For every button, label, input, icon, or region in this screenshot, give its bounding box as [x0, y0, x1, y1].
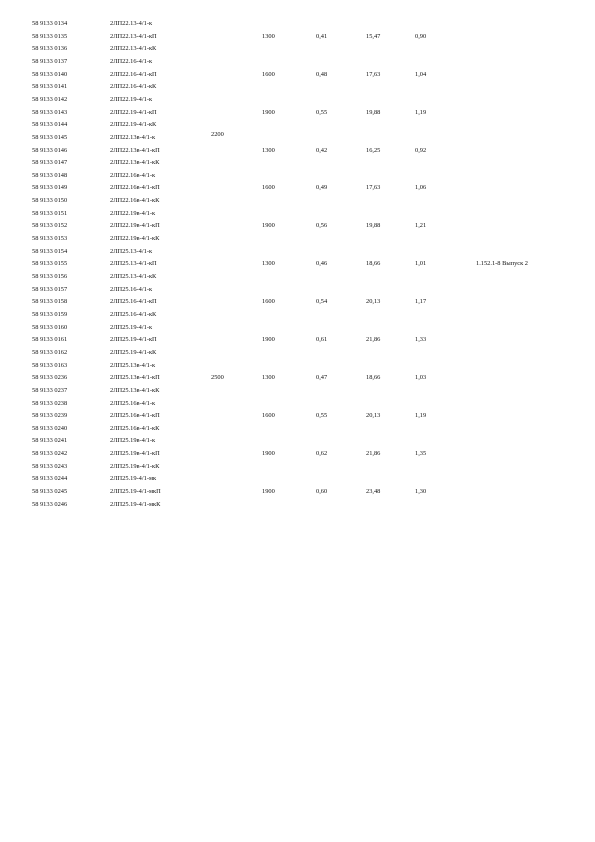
- product-mark-cell: 2ЛП22.16-4/1-кП: [110, 70, 157, 78]
- product-code-cell: 58 9133 0245: [32, 488, 68, 496]
- product-mark-cell: 2ЛП25.13-4/1-к: [110, 247, 153, 255]
- height-cell: 1300: [262, 260, 275, 268]
- height-cell: 1300: [262, 32, 275, 40]
- product-mark-cell: 2ЛП22.16в-4/1-кП: [110, 184, 160, 192]
- product-mark-cell: 2ЛП25.16-4/1-кП: [110, 298, 157, 306]
- product-mark-cell: 2ЛП25.19-4/1-мкК: [110, 500, 161, 508]
- product-code-cell: 58 9133 0151: [32, 209, 68, 217]
- height-cell: 1600: [262, 70, 275, 78]
- product-code-cell: 58 9133 0163: [32, 361, 68, 369]
- product-code-cell: 58 9133 0134: [32, 20, 68, 27]
- product-code-cell: 58 9133 0160: [32, 323, 68, 331]
- value-cell: 1,06: [415, 184, 427, 192]
- weight-cell: 21,86: [366, 336, 381, 344]
- volume-cell: 0,54: [316, 298, 328, 306]
- product-mark-cell: 2ЛП25.19-4/1-кК: [110, 348, 157, 356]
- product-mark-cell: 2ЛП22.13-4/1-кП: [110, 32, 157, 40]
- value-cell: 1,17: [415, 298, 427, 306]
- volume-cell: 0,62: [316, 450, 328, 458]
- height-cell: 1900: [262, 108, 275, 116]
- product-mark-cell: 2ЛП25.16в-4/1-кК: [110, 424, 160, 432]
- product-code-cell: 58 9133 0158: [32, 298, 68, 306]
- value-cell: 1,03: [415, 374, 427, 382]
- product-mark-cell: 2ЛП22.16в-4/1-к: [110, 171, 156, 179]
- weight-cell: 20,13: [366, 412, 381, 420]
- product-mark-cell: 2ЛП22.19-4/1-кП: [110, 108, 157, 116]
- product-mark-cell: 2ЛП25.19в-4/1-кП: [110, 450, 160, 458]
- product-mark-cell: 2ЛП25.16в-4/1-кП: [110, 412, 160, 420]
- product-mark-cell: 2ЛП25.13-4/1-кП: [110, 260, 157, 268]
- product-code-cell: 58 9133 0140: [32, 70, 68, 78]
- height-cell: 1900: [262, 336, 275, 344]
- product-mark-cell: 2ЛП25.19-4/1-к: [110, 323, 153, 331]
- product-mark-cell: 2ЛП25.13-4/1-кК: [110, 273, 157, 280]
- product-mark-cell: 2ЛП25.19в-4/1-кК: [110, 462, 160, 470]
- weight-cell: 15,47: [366, 32, 381, 40]
- weight-cell: 19,88: [366, 222, 381, 230]
- value-cell: 1,33: [415, 336, 427, 344]
- product-mark-cell: 2ЛП25.19-4/1-мк: [110, 475, 157, 483]
- product-mark-cell: 2ЛП25.13в-4/1-кК: [110, 386, 160, 394]
- volume-cell: 0,48: [316, 70, 328, 78]
- product-code-cell: 58 9133 0162: [32, 348, 68, 356]
- volume-cell: 0,41: [316, 32, 328, 40]
- product-code-cell: 58 9133 0156: [32, 273, 68, 280]
- volume-cell: 0,49: [316, 184, 328, 192]
- weight-cell: 17,63: [366, 184, 381, 192]
- product-mark-cell: 2ЛП25.13в-4/1-кП: [110, 374, 160, 382]
- value-cell: 1,19: [415, 108, 427, 116]
- merged-length-cell: 2200: [211, 131, 224, 138]
- product-mark-cell: 2ЛП25.19-4/1-мкП: [110, 488, 161, 496]
- volume-cell: 0,56: [316, 222, 328, 230]
- weight-cell: 16,25: [366, 146, 381, 154]
- product-mark-cell: 2ЛП22.19в-4/1-к: [110, 209, 156, 217]
- height-cell: 1600: [262, 298, 275, 306]
- product-code-cell: 58 9133 0242: [32, 450, 68, 458]
- product-mark-cell: 2ЛП25.19в-4/1-к: [110, 437, 156, 445]
- value-cell: 1,21: [415, 222, 427, 230]
- product-code-cell: 58 9133 0148: [32, 171, 68, 179]
- product-code-cell: 58 9133 0153: [32, 235, 68, 243]
- height-cell: 1900: [262, 450, 275, 458]
- product-code-cell: 58 9133 0154: [32, 247, 68, 255]
- product-code-cell: 58 9133 0157: [32, 285, 68, 293]
- height-cell: 1300: [262, 374, 275, 382]
- product-mark-cell: 2ЛП22.13-4/1-кК: [110, 45, 157, 53]
- note-cell: 1.152.1-8 Выпуск 2: [476, 260, 528, 268]
- product-code-cell: 58 9133 0137: [32, 57, 68, 65]
- product-mark-cell: 2ЛП25.13в-4/1-к: [110, 361, 156, 369]
- weight-cell: 20,13: [366, 298, 381, 306]
- product-code-cell: 58 9133 0144: [32, 121, 68, 129]
- product-mark-cell: 2ЛП22.19-4/1-к: [110, 95, 153, 103]
- length-cell: 2500: [211, 374, 224, 382]
- product-mark-cell: 2ЛП25.16в-4/1-к: [110, 399, 156, 407]
- product-code-cell: 58 9133 0149: [32, 184, 68, 192]
- value-cell: 1,04: [415, 70, 427, 78]
- product-code-cell: 58 9133 0147: [32, 159, 68, 167]
- product-mark-cell: 2ЛП25.16-4/1-кК: [110, 310, 157, 318]
- value-cell: 1,30: [415, 488, 427, 496]
- weight-cell: 18,66: [366, 374, 381, 382]
- product-code-cell: 58 9133 0155: [32, 260, 68, 268]
- weight-cell: 19,88: [366, 108, 381, 116]
- product-code-cell: 58 9133 0244: [32, 475, 68, 483]
- height-cell: 1300: [262, 146, 275, 154]
- value-cell: 0,92: [415, 146, 427, 154]
- product-code-cell: 58 9133 0240: [32, 424, 68, 432]
- product-code-cell: 58 9133 0161: [32, 336, 68, 344]
- height-cell: 1600: [262, 412, 275, 420]
- product-code-cell: 58 9133 0145: [32, 133, 68, 141]
- product-mark-cell: 2ЛП22.13в-4/1-кК: [110, 159, 160, 167]
- product-code-cell: 58 9133 0241: [32, 437, 68, 445]
- product-code-cell: 58 9133 0136: [32, 45, 68, 53]
- product-code-cell: 58 9133 0150: [32, 197, 68, 205]
- value-cell: 1,19: [415, 412, 427, 420]
- product-mark-cell: 2ЛП22.13-4/1-к: [110, 20, 153, 27]
- product-mark-cell: 2ЛП25.19-4/1-кП: [110, 336, 157, 344]
- value-cell: 1,01: [415, 260, 427, 268]
- product-mark-cell: 2ЛП22.13в-4/1-к: [110, 133, 156, 141]
- height-cell: 1600: [262, 184, 275, 192]
- volume-cell: 0,42: [316, 146, 328, 154]
- product-code-cell: 58 9133 0236: [32, 374, 68, 382]
- product-mark-cell: 2ЛП22.16-4/1-к: [110, 57, 153, 65]
- volume-cell: 0,55: [316, 108, 328, 116]
- product-code-cell: 58 9133 0141: [32, 83, 68, 91]
- volume-cell: 0,61: [316, 336, 328, 344]
- product-code-cell: 58 9133 0142: [32, 95, 68, 103]
- weight-cell: 23,48: [366, 488, 381, 496]
- product-code-cell: 58 9133 0237: [32, 386, 68, 394]
- product-code-cell: 58 9133 0152: [32, 222, 68, 230]
- product-code-cell: 58 9133 0143: [32, 108, 68, 116]
- height-cell: 1900: [262, 222, 275, 230]
- product-code-cell: 58 9133 0246: [32, 500, 68, 508]
- product-mark-cell: 2ЛП22.16в-4/1-кК: [110, 197, 160, 205]
- weight-cell: 17,63: [366, 70, 381, 78]
- product-mark-cell: 2ЛП22.19в-4/1-кП: [110, 222, 160, 230]
- product-code-cell: 58 9133 0146: [32, 146, 68, 154]
- product-mark-cell: 2ЛП22.13в-4/1-кП: [110, 146, 160, 154]
- value-cell: 1,35: [415, 450, 427, 458]
- value-cell: 0,90: [415, 32, 427, 40]
- product-code-cell: 58 9133 0243: [32, 462, 68, 470]
- volume-cell: 0,46: [316, 260, 328, 268]
- weight-cell: 21,86: [366, 450, 381, 458]
- height-cell: 1900: [262, 488, 275, 496]
- product-mark-cell: 2ЛП25.16-4/1-к: [110, 285, 153, 293]
- product-code-cell: 58 9133 0239: [32, 412, 68, 420]
- weight-cell: 18,66: [366, 260, 381, 268]
- volume-cell: 0,60: [316, 488, 328, 496]
- product-code-cell: 58 9133 0238: [32, 399, 68, 407]
- product-mark-cell: 2ЛП22.19-4/1-кК: [110, 121, 157, 129]
- volume-cell: 0,47: [316, 374, 328, 382]
- product-code-cell: 58 9133 0135: [32, 32, 68, 40]
- product-mark-cell: 2ЛП22.19в-4/1-кК: [110, 235, 160, 243]
- product-mark-cell: 2ЛП22.16-4/1-кК: [110, 83, 157, 91]
- volume-cell: 0,55: [316, 412, 328, 420]
- product-code-cell: 58 9133 0159: [32, 310, 68, 318]
